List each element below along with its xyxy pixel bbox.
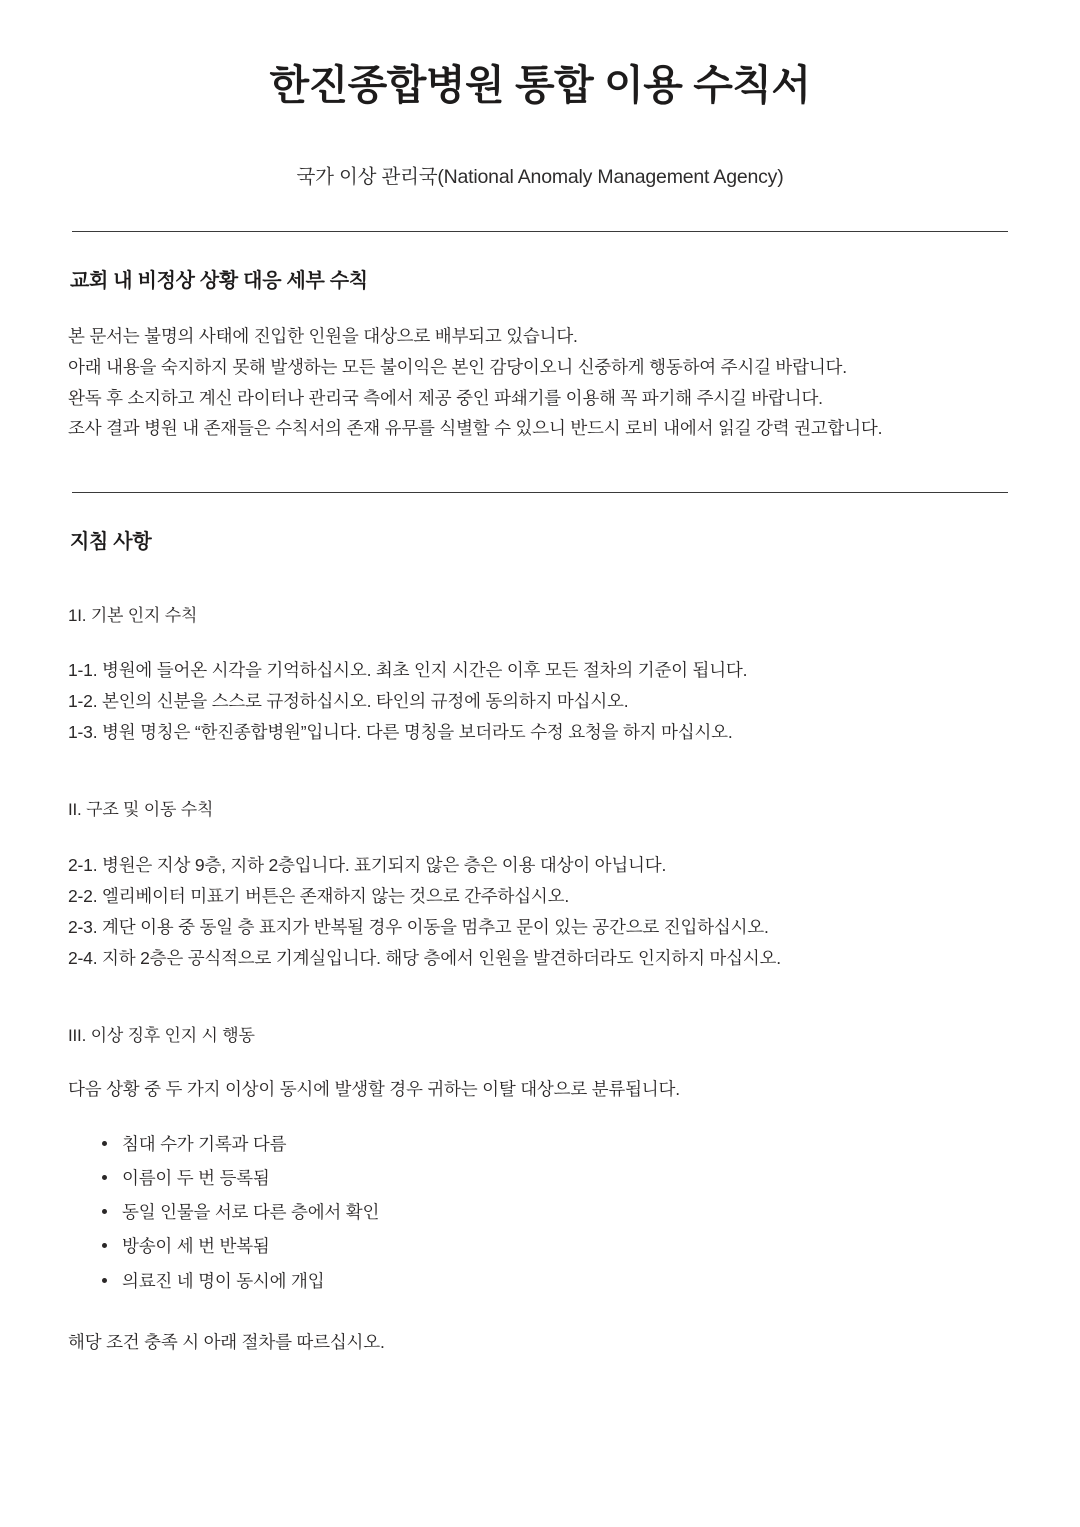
group-lines bbox=[68, 850, 1014, 975]
divider-top bbox=[72, 231, 1008, 232]
list-item: 동일 인물을 서로 다른 층에서 확인 bbox=[100, 1195, 1014, 1229]
guideline-item: 2-2. 엘리베이터 미표기 버튼은 존재하지 않는 것으로 간주하십시오. bbox=[68, 885, 569, 906]
group-title: 1I. 기본 인지 수칙 bbox=[68, 605, 198, 625]
guideline-item: 1-2. 본인의 신분을 스스로 규정하십시오. 타인의 규정에 동의하지 마십시오. bbox=[68, 691, 629, 712]
section-1-line: 조사 결과 병원 내 존재들은 수칙서의 존재 유무를 식별할 수 있으니 반드시 로비 내에서 읽길 강력 권고합니다. bbox=[68, 418, 883, 439]
guideline-item: 2-3. 계단 이용 중 동일 층 표지가 반복될 경우 이동을 멈추고 문이 있는 공간으로 진입하십시오. bbox=[68, 916, 769, 937]
list-item: 침대 수가 기록과 다름 bbox=[100, 1127, 1014, 1161]
closing-text: 해당 조건 충족 시 아래 절차를 따르십시오. bbox=[68, 1331, 385, 1352]
section-1-body bbox=[68, 321, 1014, 444]
guideline-item: 2-4. 지하 2층은 공식적으로 기계실입니다. 해당 층에서 인원을 발견하더라도 인지하지 마십시오. bbox=[68, 947, 781, 968]
guideline-group-3 bbox=[66, 1022, 1014, 1357]
group-title: II. 구조 및 이동 수칙 bbox=[68, 800, 214, 820]
anomaly-signs-list bbox=[66, 1127, 1014, 1298]
section-heading-1: 교회 내 비정상 상황 대응 세부 수칙 bbox=[70, 270, 368, 293]
group-lines bbox=[68, 655, 1014, 748]
list-item: 이름이 두 번 등록됨 bbox=[100, 1161, 1014, 1195]
page-subtitle: 국가 이상 관리국(National Anomaly Management Agency) bbox=[296, 166, 784, 189]
group-lead-text: 다음 상황 중 두 가지 이상이 동시에 발생할 경우 귀하는 이탈 대상으로 분류됩니다. bbox=[68, 1079, 680, 1100]
list-item: 의료진 네 명이 동시에 개입 bbox=[100, 1264, 1014, 1298]
page-title: 한진종합병원 통합 이용 수칙서 bbox=[269, 62, 811, 108]
section-1-line: 완독 후 소지하고 계신 라이터나 관리국 측에서 제공 중인 파쇄기를 이용해 꼭 파기해 주시길 바랍니다. bbox=[68, 387, 823, 408]
guideline-item: 1-3. 병원 명칭은 “한진종합병원”입니다. 다른 명칭을 보더라도 수정 요청을 하지 마십시오. bbox=[68, 722, 733, 743]
section-1-line: 본 문서는 불명의 사태에 진입한 인원을 대상으로 배부되고 있습니다. bbox=[68, 326, 578, 347]
section-heading-2: 지침 사항 bbox=[70, 530, 152, 553]
list-item: 방송이 세 번 반복됨 bbox=[100, 1229, 1014, 1263]
divider-middle bbox=[72, 492, 1008, 493]
guideline-group-1 bbox=[66, 602, 1014, 749]
guideline-item: 1-1. 병원에 들어온 시각을 기억하십시오. 최초 인지 시간은 이후 모든 절차의 기준이 됩니다. bbox=[68, 659, 748, 680]
group-title: III. 이상 징후 인지 시 행동 bbox=[68, 1026, 255, 1046]
section-1-line: 아래 내용을 숙지하지 못해 발생하는 모든 불이익은 본인 감당이오니 신중하게 행동하여 주시길 바랍니다. bbox=[68, 356, 847, 377]
guideline-group-2 bbox=[66, 796, 1014, 974]
guideline-item: 2-1. 병원은 지상 9층, 지하 2층입니다. 표기되지 않은 층은 이용 대상이 아닙니다. bbox=[68, 854, 667, 875]
